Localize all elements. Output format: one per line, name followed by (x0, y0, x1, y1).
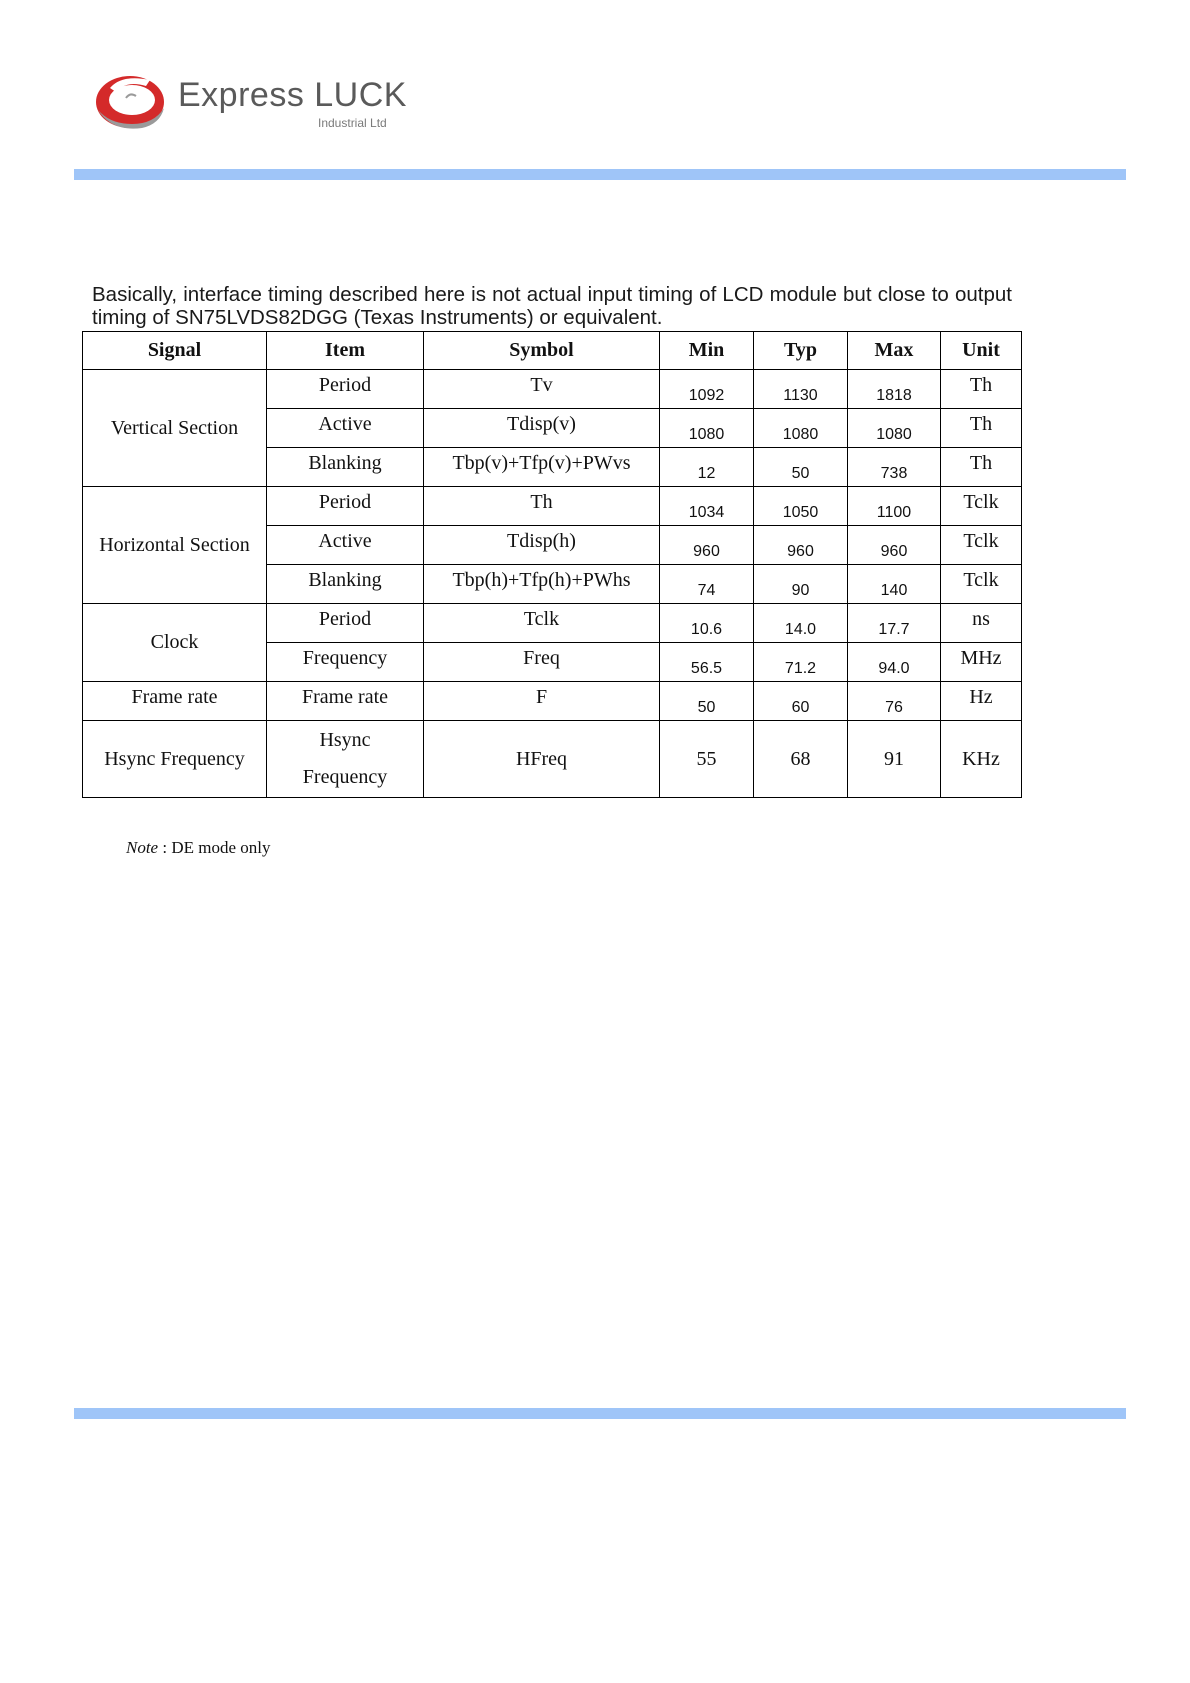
typ-cell: 1080 (754, 409, 848, 448)
min-cell: 56.5 (660, 643, 754, 682)
max-cell: 1100 (848, 487, 941, 526)
symbol-cell: Tbp(v)+Tfp(v)+PWvs (424, 448, 660, 487)
item-cell: Active (267, 526, 424, 565)
unit-cell: Hz (941, 682, 1022, 721)
footnote (126, 838, 271, 858)
item-line: Hsync (319, 729, 371, 751)
typ-cell: 71.2 (754, 643, 848, 682)
interface-timing-table (82, 331, 1022, 798)
col-header-typ: Typ (754, 332, 848, 370)
symbol-cell: Tv (424, 370, 660, 409)
symbol-cell: Tdisp(h) (424, 526, 660, 565)
min-cell: 55 (660, 721, 754, 798)
col-header-signal: Signal (83, 332, 267, 370)
company-logo (92, 68, 422, 138)
max-cell: 738 (848, 448, 941, 487)
symbol-cell: Tbp(h)+Tfp(h)+PWhs (424, 565, 660, 604)
item-cell: Frame rate (267, 682, 424, 721)
express-luck-logo-icon (92, 68, 168, 134)
item-cell: Period (267, 370, 424, 409)
symbol-cell: HFreq (424, 721, 660, 798)
symbol-cell: Tdisp(v) (424, 409, 660, 448)
note-text: : DE mode only (158, 838, 271, 857)
table-row (83, 370, 1022, 409)
typ-cell: 960 (754, 526, 848, 565)
unit-cell: Th (941, 370, 1022, 409)
symbol-cell: Tclk (424, 604, 660, 643)
max-cell: 76 (848, 682, 941, 721)
unit-cell: Tclk (941, 565, 1022, 604)
intro-paragraph: Basically, interface timing described here is not actual input timing of LCD module but close to output timing of SN75LVDS82DGG (Texas Instruments) or equivalent. (92, 282, 1012, 329)
typ-cell: 1130 (754, 370, 848, 409)
min-cell: 1092 (660, 370, 754, 409)
signal-frame-rate: Frame rate (83, 682, 267, 721)
col-header-min: Min (660, 332, 754, 370)
table-header-row (83, 332, 1022, 370)
table-row (83, 487, 1022, 526)
max-cell: 91 (848, 721, 941, 798)
max-cell: 17.7 (848, 604, 941, 643)
min-cell: 1080 (660, 409, 754, 448)
signal-hsync-frequency: Hsync Frequency (83, 721, 267, 798)
col-header-symbol: Symbol (424, 332, 660, 370)
table-row (83, 682, 1022, 721)
item-cell: Blanking (267, 448, 424, 487)
footer-rule (74, 1408, 1126, 1419)
symbol-cell: Th (424, 487, 660, 526)
col-header-item: Item (267, 332, 424, 370)
item-cell (267, 721, 424, 798)
unit-cell: ns (941, 604, 1022, 643)
unit-cell: Th (941, 409, 1022, 448)
signal-horizontal-section: Horizontal Section (83, 487, 267, 604)
min-cell: 10.6 (660, 604, 754, 643)
table-row (83, 604, 1022, 643)
min-cell: 50 (660, 682, 754, 721)
typ-cell: 68 (754, 721, 848, 798)
unit-cell: KHz (941, 721, 1022, 798)
min-cell: 960 (660, 526, 754, 565)
unit-cell: MHz (941, 643, 1022, 682)
min-cell: 74 (660, 565, 754, 604)
signal-vertical-section: Vertical Section (83, 370, 267, 487)
typ-cell: 1050 (754, 487, 848, 526)
symbol-cell: F (424, 682, 660, 721)
item-cell: Period (267, 604, 424, 643)
item-cell: Frequency (267, 643, 424, 682)
unit-cell: Th (941, 448, 1022, 487)
min-cell: 12 (660, 448, 754, 487)
header-rule (74, 169, 1126, 180)
typ-cell: 60 (754, 682, 848, 721)
typ-cell: 50 (754, 448, 848, 487)
col-header-max: Max (848, 332, 941, 370)
item-cell: Active (267, 409, 424, 448)
col-header-unit: Unit (941, 332, 1022, 370)
note-label: Note (126, 838, 159, 857)
max-cell: 960 (848, 526, 941, 565)
max-cell: 1818 (848, 370, 941, 409)
unit-cell: Tclk (941, 526, 1022, 565)
max-cell: 1080 (848, 409, 941, 448)
brand-subtitle: Industrial Ltd (318, 116, 387, 130)
item-cell: Blanking (267, 565, 424, 604)
table-row (83, 721, 1022, 798)
max-cell: 140 (848, 565, 941, 604)
typ-cell: 14.0 (754, 604, 848, 643)
max-cell: 94.0 (848, 643, 941, 682)
signal-clock: Clock (83, 604, 267, 682)
min-cell: 1034 (660, 487, 754, 526)
item-cell: Period (267, 487, 424, 526)
symbol-cell: Freq (424, 643, 660, 682)
unit-cell: Tclk (941, 487, 1022, 526)
brand-name: Express LUCK (178, 76, 407, 114)
typ-cell: 90 (754, 565, 848, 604)
item-line: Frequency (302, 766, 388, 788)
